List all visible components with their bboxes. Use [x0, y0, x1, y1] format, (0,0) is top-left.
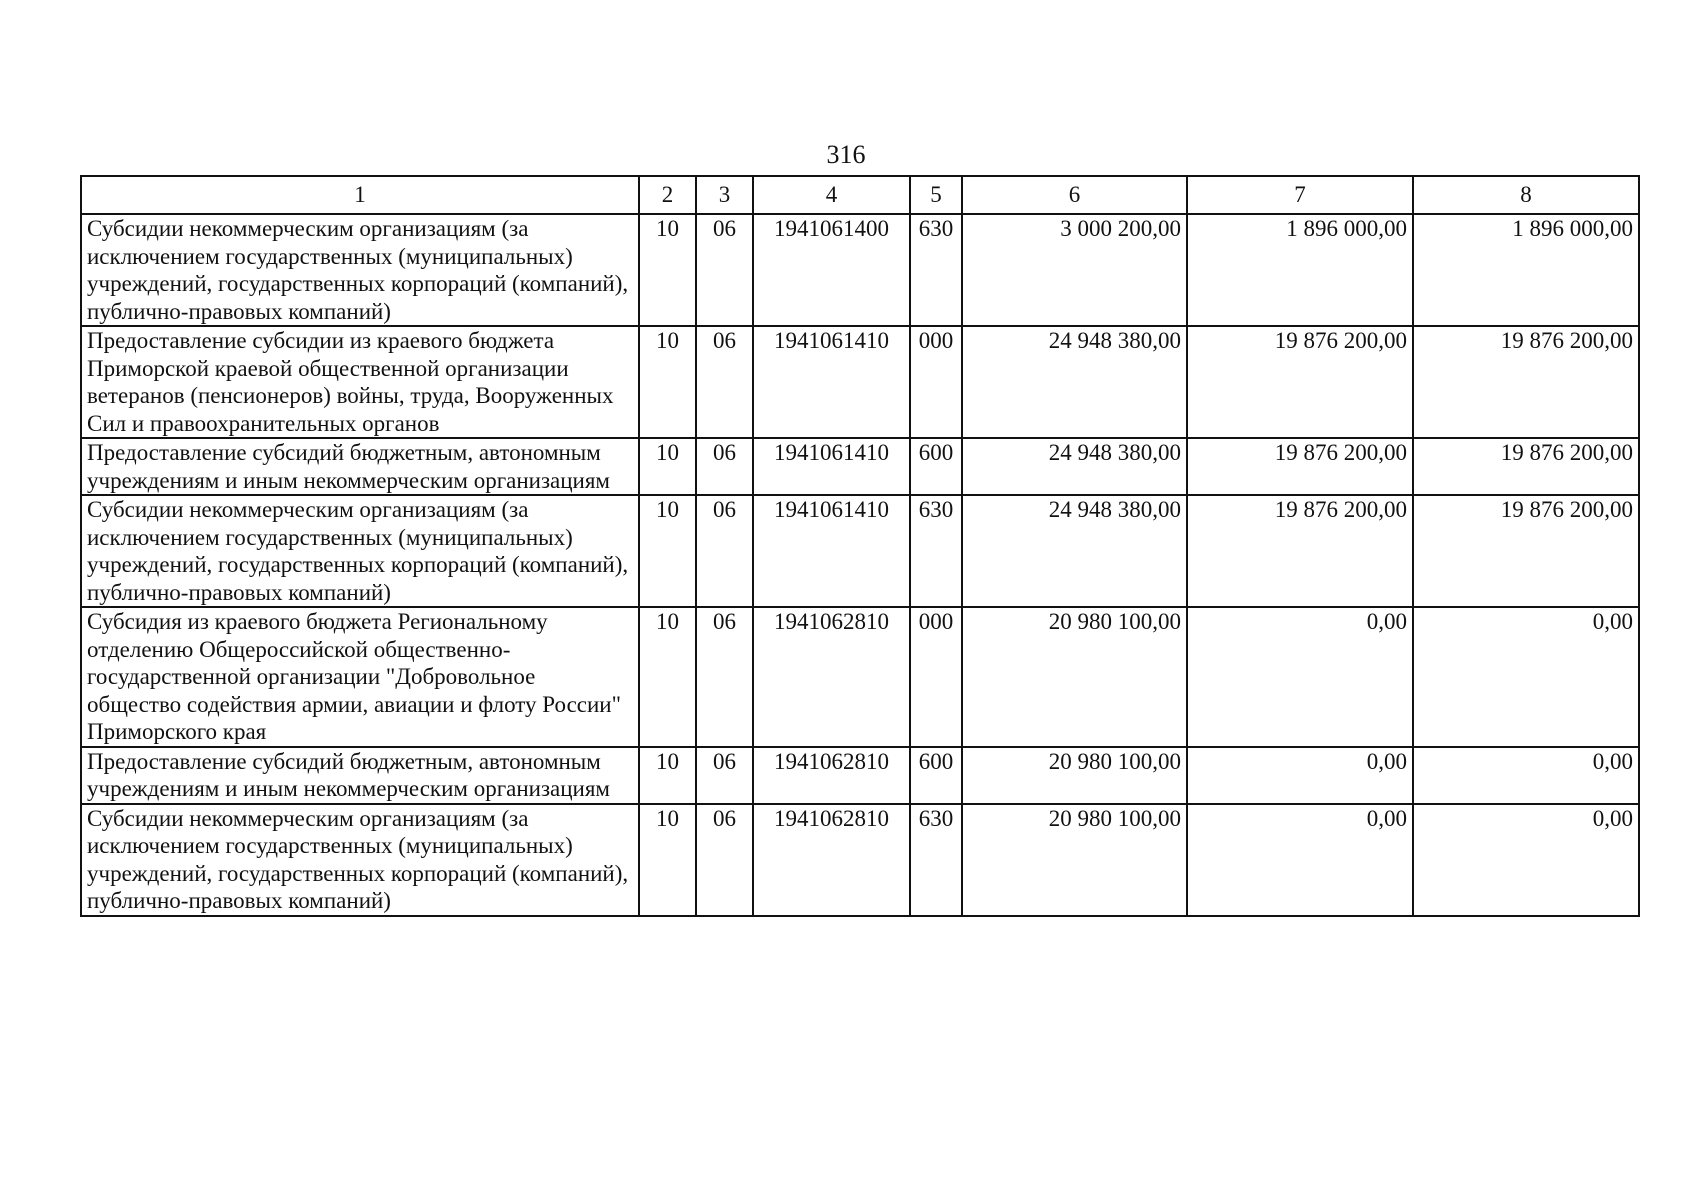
section-code: 10 [639, 438, 696, 495]
amount-col-6: 24 948 380,00 [962, 438, 1187, 495]
column-header: 8 [1413, 176, 1639, 214]
amount-col-6: 20 980 100,00 [962, 607, 1187, 747]
amount-col-7: 0,00 [1187, 607, 1413, 747]
amount-col-7: 0,00 [1187, 747, 1413, 804]
row-name: Субсидии некоммерческим организациям (за исключением государственных (муниципальных) учреждений, государственных корпораций (компаний), публично-правовых компаний) [81, 495, 639, 607]
subsection-code: 06 [696, 438, 753, 495]
expense-type-code: 600 [910, 438, 962, 495]
amount-col-7: 1 896 000,00 [1187, 214, 1413, 326]
subsection-code: 06 [696, 804, 753, 916]
table-row [81, 214, 1639, 326]
table-row [81, 495, 1639, 607]
subsection-code: 06 [696, 214, 753, 326]
amount-col-6: 24 948 380,00 [962, 495, 1187, 607]
column-header: 4 [753, 176, 910, 214]
column-header: 5 [910, 176, 962, 214]
row-name: Субсидии некоммерческим организациям (за исключением государственных (муниципальных) учреждений, государственных корпораций (компаний), публично-правовых компаний) [81, 214, 639, 326]
target-article-code: 1941062810 [753, 607, 910, 747]
section-code: 10 [639, 326, 696, 438]
amount-col-7: 19 876 200,00 [1187, 495, 1413, 607]
amount-col-6: 20 980 100,00 [962, 747, 1187, 804]
row-name: Предоставление субсидий бюджетным, автономным учреждениям и иным некоммерческим организациям [81, 747, 639, 804]
table-row [81, 804, 1639, 916]
row-name: Субсидия из краевого бюджета Региональному отделению Общероссийской общественно-государственной организации "Добровольное общество содействия армии, авиации и флоту России" Приморского края [81, 607, 639, 747]
amount-col-8: 0,00 [1413, 747, 1639, 804]
target-article-code: 1941062810 [753, 747, 910, 804]
section-code: 10 [639, 607, 696, 747]
target-article-code: 1941061410 [753, 326, 910, 438]
row-name: Предоставление субсидии из краевого бюджета Приморской краевой общественной организации ветеранов (пенсионеров) войны, труда, Вооруженных Сил и правоохранительных органов [81, 326, 639, 438]
table-row [81, 438, 1639, 495]
expense-type-code: 000 [910, 326, 962, 438]
section-code: 10 [639, 747, 696, 804]
amount-col-6: 24 948 380,00 [962, 326, 1187, 438]
table-row [81, 326, 1639, 438]
target-article-code: 1941061410 [753, 438, 910, 495]
amount-col-8: 19 876 200,00 [1413, 438, 1639, 495]
column-header: 3 [696, 176, 753, 214]
budget-table [80, 175, 1640, 917]
expense-type-code: 000 [910, 607, 962, 747]
table-row [81, 607, 1639, 747]
amount-col-8: 19 876 200,00 [1413, 326, 1639, 438]
target-article-code: 1941062810 [753, 804, 910, 916]
header-row [81, 176, 1639, 214]
subsection-code: 06 [696, 607, 753, 747]
page-number: 316 [826, 140, 866, 169]
expense-type-code: 630 [910, 804, 962, 916]
subsection-code: 06 [696, 495, 753, 607]
column-header: 2 [639, 176, 696, 214]
amount-col-8: 0,00 [1413, 804, 1639, 916]
expense-type-code: 600 [910, 747, 962, 804]
target-article-code: 1941061410 [753, 495, 910, 607]
expense-type-code: 630 [910, 214, 962, 326]
column-header: 1 [81, 176, 639, 214]
row-name: Предоставление субсидий бюджетным, автономным учреждениям и иным некоммерческим организациям [81, 438, 639, 495]
section-code: 10 [639, 804, 696, 916]
amount-col-6: 20 980 100,00 [962, 804, 1187, 916]
column-header: 6 [962, 176, 1187, 214]
row-name: Субсидии некоммерческим организациям (за исключением государственных (муниципальных) учреждений, государственных корпораций (компаний), публично-правовых компаний) [81, 804, 639, 916]
expense-type-code: 630 [910, 495, 962, 607]
amount-col-8: 1 896 000,00 [1413, 214, 1639, 326]
table-row [81, 747, 1639, 804]
section-code: 10 [639, 495, 696, 607]
amount-col-7: 0,00 [1187, 804, 1413, 916]
subsection-code: 06 [696, 326, 753, 438]
section-code: 10 [639, 214, 696, 326]
target-article-code: 1941061400 [753, 214, 910, 326]
subsection-code: 06 [696, 747, 753, 804]
amount-col-7: 19 876 200,00 [1187, 438, 1413, 495]
amount-col-8: 19 876 200,00 [1413, 495, 1639, 607]
amount-col-8: 0,00 [1413, 607, 1639, 747]
column-header: 7 [1187, 176, 1413, 214]
amount-col-7: 19 876 200,00 [1187, 326, 1413, 438]
amount-col-6: 3 000 200,00 [962, 214, 1187, 326]
